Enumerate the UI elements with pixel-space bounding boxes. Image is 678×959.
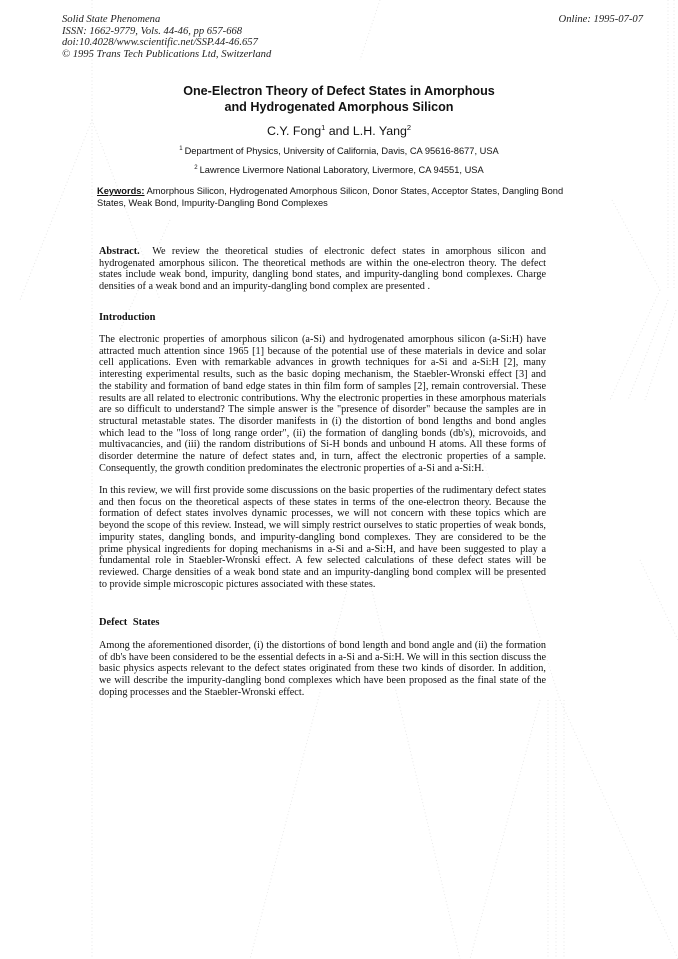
title-line-2: and Hydrogenated Amorphous Silicon	[224, 100, 454, 114]
affiliation-text: Department of Physics, University of California, Davis, CA 95616-8677, USA	[184, 146, 499, 156]
abstract-text: We review the theoretical studies of electronic defect states in amorphous silicon and hydrogenated amorphous silicon. The theoretical methods are within the one-electron theory. The defect states include weak bond, impurity, dangling bond states, and impurity-dangling bond complexes. Charge densities of a weak bond and an impurity-dangling bond complex are presented .	[99, 246, 546, 293]
author-affiliation-marker: 1	[321, 123, 326, 132]
introduction-paragraph-1	[99, 334, 546, 474]
abstract-label: Abstract.	[99, 246, 140, 257]
issn-line: ISSN: 1662-9779, Vols. 44-46, pp 657-668	[62, 25, 243, 37]
author-list	[0, 123, 678, 139]
affiliation-marker: 1	[179, 146, 183, 152]
copyright-line: © 1995 Trans Tech Publications Ltd, Switzerland	[62, 48, 272, 60]
title-line-1: One-Electron Theory of Defect States in Amorphous	[183, 84, 495, 98]
paragraph-text: In this review, we will first provide some discussions on the basic properties of the rudimentary defect states and then focus on the theoretical aspects of these states in terms of the one-electron theory. Because the formation of defect states involves dynamic processes, we will not concern with these topics which are beyond the scope of this review. Instead, we will simply restrict ourselves to static properties of weak bonds, impurity states, dangling bonds, and impurity-dangling bond complexes. They are considered to be the prime physical ingredients for doping mechanisms in a-Si and a-Si:H, and have been suggested to play a fundamental role in Staebler-Wronski effect. A few selected calculations of these defect states will be reviewed. Charge densities of a weak bond state and an impurity-dangling bond complex will be presented to provide simple microscopic pictures associated with these states.	[99, 485, 546, 590]
section-heading-introduction: Introduction	[99, 312, 156, 323]
online-date: Online: 1995-07-07	[558, 14, 643, 25]
keywords-text: Amorphous Silicon, Hydrogenated Amorphous Silicon, Donor States, Acceptor States, Dangling Bond States, Weak Bond, Impurity-Dangling Bond Complexes	[97, 186, 564, 209]
authors-conjunction: and	[328, 124, 350, 138]
affiliation-text: Lawrence Livermore National Laboratory, Livermore, CA 94551, USA	[199, 165, 484, 175]
paper-title	[0, 83, 678, 115]
journal-name: Solid State Phenomena	[62, 14, 161, 25]
author-name: C.Y. Fong	[266, 124, 322, 138]
section-heading-defect-states: Defect States	[99, 617, 160, 628]
introduction-paragraph-2	[99, 485, 546, 590]
paragraph-text: The electronic properties of amorphous silicon (a-Si) and hydrogenated amorphous silicon (a-Si:H) have attracted much attention since 1965 [1] because of the potential use of these materials in device and solar cell applications. Even with remarkable advances in growth techniques for a-Si and a-Si:H [2], many interesting experimental results, such as the basic doping mechanism, the Staebler-Wronski effect [3] and the stability and formation of band edge states in thin film form of samples [2], remain controversial. These results are all related to electronic contributions. Why the electronic properties in these amorphous materials are so difficult to understand? The simple answer is the "presence of disorder" because the samples are in structural metastable states. The disorder manifests in (i) the distortion of bond lengths and bond angles which lead to the "loss of long range order", (ii) the formation of dangling bonds (db's), microvoids, and multivacancies, and (iii) the random distributions of Si-H bonds and unbound H atoms. All these forms of disorder determine the nature of defect states and, in turn, affect the electronic properties of a sample. Consequently, the growth condition predominates the electronic properties of a-Si and a-Si:H.	[99, 334, 546, 474]
abstract	[99, 246, 546, 293]
keywords-block	[97, 185, 567, 210]
affiliation-1	[0, 145, 678, 157]
journal-citation-block	[62, 14, 271, 60]
affiliation-marker: 2	[194, 165, 198, 171]
author-affiliation-marker: 2	[406, 123, 412, 132]
defect-states-paragraph-1	[99, 640, 546, 699]
author-name: L.H. Yang	[352, 124, 407, 138]
doi-line: doi:10.4028/www.scientific.net/SSP.44-46.657	[62, 37, 258, 49]
affiliation-2	[0, 164, 678, 176]
keywords-label: Keywords:	[97, 186, 145, 196]
paragraph-text: Among the aforementioned disorder, (i) the distortions of bond length and bond angle and (ii) the formation of db's have been considered to be the essential defects in a-Si and a-Si:H. We will in this section discuss the basic physics aspects relevant to the defect states originated from these two kinds of disorder. In addition, we will describe the impurity-dangling bond complexes which have been proposed as the final state of the doping processes and the Staebler-Wronski effect.	[99, 640, 546, 698]
